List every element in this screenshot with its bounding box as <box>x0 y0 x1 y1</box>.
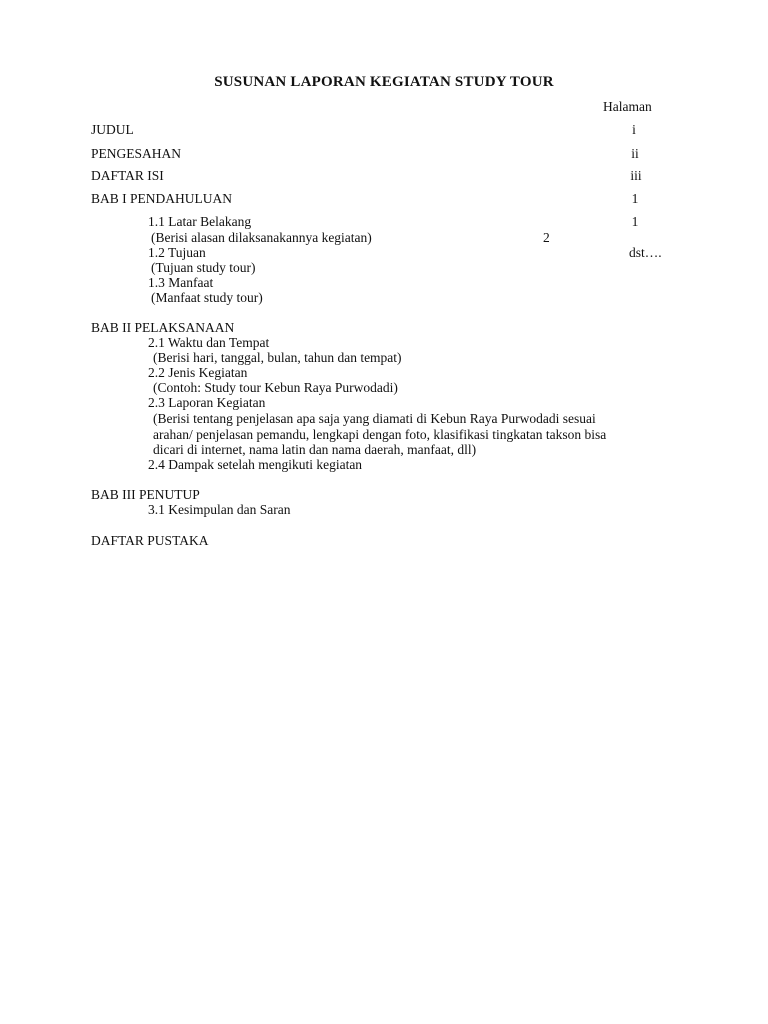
toc-1-1-label: 1.1 Latar Belakang <box>148 214 252 229</box>
toc-bab1-label: BAB I PENDAHULUAN <box>91 191 232 206</box>
toc-1-2-page: dst…. <box>629 245 662 260</box>
toc-3-1-label: 3.1 Kesimpulan dan Saran <box>148 502 291 517</box>
toc-pengesahan-page: ii <box>631 146 639 161</box>
page-column-header: Halaman <box>603 99 652 114</box>
toc-judul-page: i <box>632 122 636 137</box>
toc-1-3-desc: (Manfaat study tour) <box>151 290 263 305</box>
toc-2-2-desc: (Contoh: Study tour Kebun Raya Purwodadi) <box>153 380 398 395</box>
toc-2-2-label: 2.2 Jenis Kegiatan <box>148 365 248 380</box>
toc-2-3-desc-line: (Berisi tentang penjelasan apa saja yang diamati di Kebun Raya Purwodadi sesuai <box>153 411 596 426</box>
toc-daftar-isi-label: DAFTAR ISI <box>91 168 164 183</box>
toc-daftar-pustaka-label: DAFTAR PUSTAKA <box>91 533 209 548</box>
toc-bab1-page: 1 <box>631 191 639 206</box>
toc-1-2-label: 1.2 Tujuan <box>148 245 206 260</box>
toc-1-1-desc: (Berisi alasan dilaksanakannya kegiatan) <box>151 230 372 245</box>
toc-judul-label: JUDUL <box>91 122 134 137</box>
toc-daftar-isi-page: iii <box>630 168 642 183</box>
toc-2-1-label: 2.1 Waktu dan Tempat <box>148 335 270 350</box>
toc-pengesahan-label: PENGESAHAN <box>91 146 182 161</box>
toc-bab3-label: BAB III PENUTUP <box>91 487 200 502</box>
toc-2-1-desc: (Berisi hari, tanggal, bulan, tahun dan tempat) <box>153 350 402 365</box>
toc-1-2-desc: (Tujuan study tour) <box>151 260 256 275</box>
page-title: SUSUNAN LAPORAN KEGIATAN STUDY TOUR <box>214 74 554 90</box>
toc-2-3-desc-line: dicari di internet, nama latin dan nama daerah, manfaat, dll) <box>153 442 477 457</box>
toc-2-4-label: 2.4 Dampak setelah mengikuti kegiatan <box>148 457 363 472</box>
toc-1-3-label: 1.3 Manfaat <box>148 275 214 290</box>
toc-2-3-desc-line: arahan/ penjelasan pemandu, lengkapi dengan foto, klasifikasi tingkatan takson bisa <box>153 427 607 442</box>
toc-2-3-label: 2.3 Laporan Kegiatan <box>148 395 266 410</box>
toc-1-1-page: 1 <box>631 214 639 229</box>
toc-1-1-desc-page: 2 <box>543 230 550 245</box>
toc-bab2-label: BAB II PELAKSANAAN <box>91 320 235 335</box>
